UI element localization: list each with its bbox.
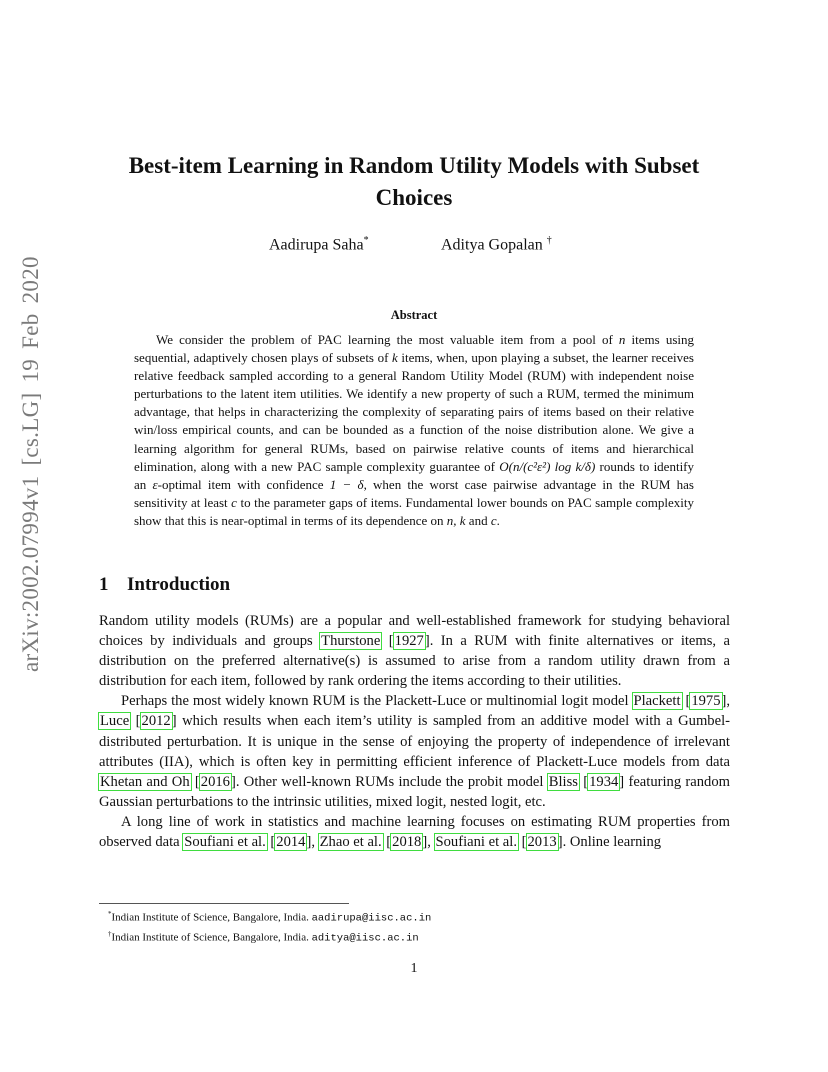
- section-title: Introduction: [127, 574, 231, 595]
- author-footnote-mark: †: [546, 235, 552, 246]
- arxiv-identifier-stamp: arXiv:2002.07994v1 [cs.LG] 19 Feb 2020: [18, 256, 43, 672]
- intro-paragraph-3: A long line of work in statistics and machine learning focuses on estimating RUM properties from observed data Soufiani et al. [2014], Zhao et al. [2018], Soufiani et al. [2013]. Online learning: [99, 813, 730, 851]
- citation-year-link[interactable]: 1927: [394, 633, 424, 650]
- author-footnote-mark: *: [363, 235, 369, 246]
- citation-year-link[interactable]: 2012: [141, 713, 171, 730]
- citation-link[interactable]: Soufiani et al.: [184, 834, 266, 851]
- abstract-body: [134, 331, 694, 530]
- citation-year-link[interactable]: 2016: [200, 773, 230, 790]
- abstract-heading: Abstract: [390, 308, 438, 322]
- footnote-2: †Indian Institute of Science, Bangalore, India. aditya@iisc.ac.in: [108, 929, 419, 945]
- citation-year-link[interactable]: 1975: [691, 693, 721, 710]
- intro-paragraph-2: Perhaps the most widely known RUM is the Plackett-Luce or multinomial logit model Plackett [1975], Luce [2012] which results when each item’s utility is sampled from an additive model with a Gumbel-distributed perturbation. It is unique in the sense of enjoying the property of independence of irrelevant attributes (IIA), which is often key in permitting efficient inference of Plackett-Luce models from data Khetan and Oh [2016]. Other well-known RUMs include the probit model Bliss [1934] featuring random Gaussian perturbations to the intrinsic utilities, mixed logit, nested logit, etc.: [99, 693, 731, 810]
- citation-year-link[interactable]: 1934: [589, 773, 619, 790]
- author-name: Aditya Gopalan: [441, 236, 543, 254]
- citation-link[interactable]: Khetan and Oh: [100, 773, 190, 790]
- footnote-1: *Indian Institute of Science, Bangalore, India. aadirupa@iisc.ac.in: [108, 910, 432, 925]
- footnote-divider: [99, 903, 349, 904]
- citation-link[interactable]: Thurstone: [321, 633, 381, 650]
- section-number: 1: [99, 574, 109, 595]
- complexity-formula: O(n/(c²ε²) log k/δ): [499, 458, 596, 474]
- citation-link[interactable]: Zhao et al.: [319, 834, 382, 851]
- author-1: [269, 235, 369, 254]
- author-name: Aadirupa Saha: [269, 236, 364, 254]
- citation-link[interactable]: Bliss: [548, 773, 578, 790]
- intro-paragraph-1: Random utility models (RUMs) are a popular and well-established framework for studying behavioral choices by individuals and groups Thurstone [1927]. In a RUM with finite alternatives or items, a distribution on the preferred alternative(s) is assumed to arise from a random utility drawn from a distribution for each item, followed by rank ordering the items according to their utilities.: [99, 613, 730, 690]
- citation-year-link[interactable]: 2013: [527, 834, 557, 851]
- citation-year-link[interactable]: 2014: [276, 834, 306, 851]
- author-2: [441, 235, 552, 254]
- footnotes: [108, 907, 728, 946]
- citation-link[interactable]: Luce: [100, 713, 130, 730]
- page-number: 1: [410, 961, 418, 976]
- citation-link[interactable]: Plackett: [633, 693, 681, 710]
- email-address: aadirupa@iisc.ac.in: [311, 912, 432, 925]
- introduction-body: [99, 611, 730, 852]
- section-heading-introduction: [99, 574, 230, 596]
- abstract-paragraph: We consider the problem of PAC learning the most valuable item from a pool of n items using sequential, adaptively chosen plays of subsets of k items, when, upon playing a subset, the learner receives relative feedback sampled according to a general Random Utility Model (RUM) with independent noise perturbations to the latent item utilities. We identify a new property of such a RUM, termed the minimum advantage, that helps in characterizing the complexity of separating pairs of items based on their relative win/loss empirical counts, and can be bounded as a function of the noise distribution alone. We give a learning algorithm for general RUMs, based on pairwise relative counts of items and hierarchical elimination, along with a new PAC sample complexity guarantee of O(n/(c²ε²) log k/δ) rounds to identify an ε-optimal item with confidence 1 − δ, when the worst case pairwise advantage in the RUM has sensitivity at least c to the parameter gaps of items. Fundamental lower bounds on PAC sample complexity show that this is near-optimal in terms of its dependence on n, k and c.: [134, 332, 695, 528]
- paper-title: Best-item Learning in Random Utility Models with Subset Choices: [128, 153, 700, 210]
- email-address: aditya@iisc.ac.in: [311, 932, 419, 945]
- citation-link[interactable]: Soufiani et al.: [435, 834, 517, 851]
- citation-year-link[interactable]: 2018: [392, 834, 422, 851]
